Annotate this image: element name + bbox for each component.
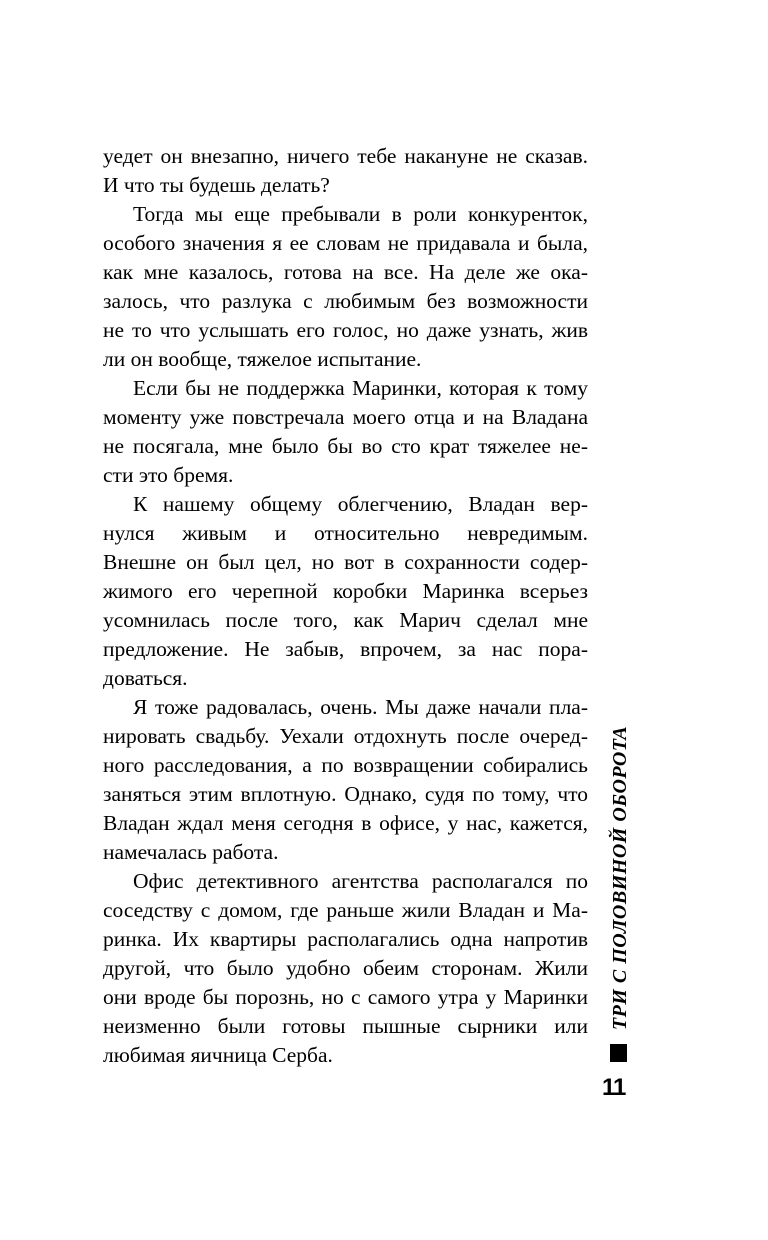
text-line: жимого его черепной коробки Маринка всерьез: [103, 579, 588, 603]
text-line: ринка. Их квартиры располагались одна напротив: [103, 927, 588, 951]
text-line: Внешне он был цел, но вот в сохранности содер-: [103, 550, 588, 574]
black-square-icon: [610, 1044, 627, 1062]
text-line: И что ты будешь делать?: [103, 173, 330, 197]
text-line: другой, что было удобно обеим сторонам. Жили: [103, 956, 588, 980]
text-line: сти это бремя.: [103, 463, 234, 487]
text-line: К нашему общему облегчению, Владан вер-: [133, 492, 588, 516]
text-line: заняться этим вплотную. Однако, судя по тому, что: [103, 782, 588, 806]
text-line: Офис детективного агентства располагался по: [133, 869, 588, 893]
text-line: залось, что разлука с любимым без возможности: [103, 289, 588, 313]
text-line: любимая яичница Серба.: [103, 1043, 333, 1067]
text-line: ли он вообще, тяжелое испытание.: [103, 347, 422, 371]
text-line: не посягала, мне было бы во сто крат тяжелее не-: [103, 434, 588, 458]
text-line: нировать свадьбу. Уехали отдохнуть после очеред-: [103, 724, 588, 748]
body-text: [103, 142, 588, 1070]
text-line: усомнилась после того, как Марич сделал мне: [103, 608, 588, 632]
page-number: 11: [602, 1074, 626, 1101]
text-line: как мне казалось, готова на все. На деле же ока-: [103, 260, 588, 284]
text-line: доваться.: [103, 666, 188, 690]
text-line: уедет он внезапно, ничего тебе накануне не сказав.: [103, 144, 588, 168]
text-line: нулся живым и относительно невредимым.: [103, 521, 588, 545]
text-line: ного расследования, а по возвращении собирались: [103, 753, 588, 777]
text-line: неизменно были готовы пышные сырники или: [103, 1014, 588, 1038]
text-line: Я тоже радовалась, очень. Мы даже начали пла-: [133, 695, 588, 719]
text-line: особого значения я ее словам не придавала и была,: [103, 231, 588, 255]
text-line: соседству с домом, где раньше жили Владан и Ма-: [103, 898, 588, 922]
text-line: предложение. Не забыв, впрочем, за нас пора-: [103, 637, 588, 661]
text-line: не то что услышать его голос, но даже узнать, жив: [103, 318, 588, 342]
spine-title: ТРИ С ПОЛОВИНОЙ ОБОРОТА: [609, 725, 631, 1031]
text-line: Владан ждал меня сегодня в офисе, у нас, кажется,: [103, 811, 588, 835]
text-line: намечалась работа.: [103, 840, 279, 864]
text-line: Тогда мы еще пребывали в роли конкуренток,: [133, 202, 588, 226]
text-line: моменту уже повстречала моего отца и на Владана: [103, 405, 588, 429]
text-line: Если бы не поддержка Маринки, которая к тому: [133, 376, 588, 400]
text-line: они вроде бы порознь, но с самого утра у Маринки: [103, 985, 588, 1009]
